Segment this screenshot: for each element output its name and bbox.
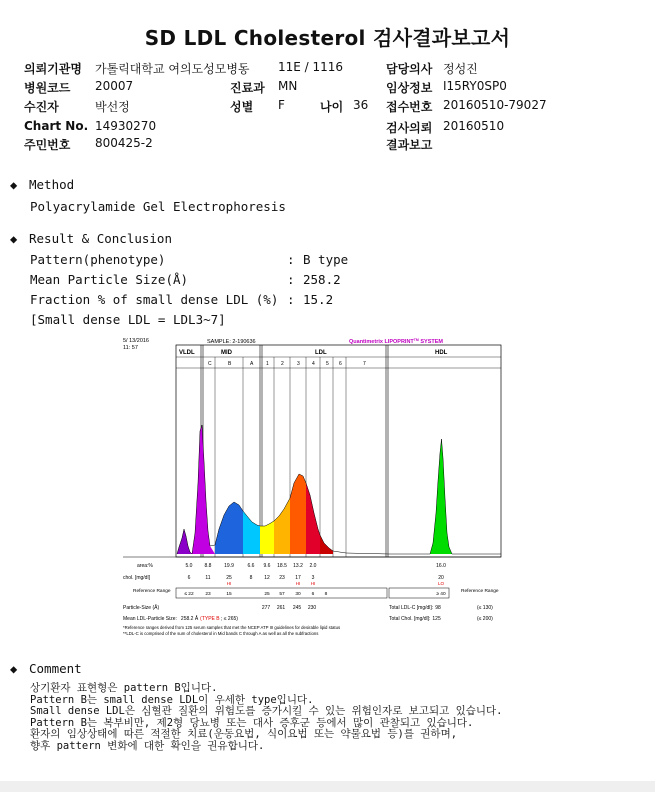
band-label-hdl: HDL: [435, 350, 448, 356]
result-label-fraction: Fraction % of small dense LDL (%): [30, 292, 279, 307]
patient-label: 수진자: [24, 100, 59, 114]
chol-value: 25: [226, 575, 232, 581]
total-chol-line: Total Chol. [mg/dl]: 125 (≤ 200): [389, 616, 493, 622]
particle-size-value: 277: [261, 605, 271, 611]
sub-band-label: C: [208, 361, 212, 367]
flag-value: HI: [226, 581, 232, 586]
sub-band-label: 1: [266, 361, 269, 367]
comment-line: Small dense LDL은 심혈관 질환의 위험도를 증가시킬 수 있는 위험인자로 보고되고 있습니다.: [30, 705, 503, 718]
ref-value: ≥ 40: [436, 592, 446, 597]
clinical-value: I15RY0SP0: [443, 79, 507, 93]
figure-sample: SAMPLE: 2-190636: [207, 339, 256, 345]
result-value-fraction: 15.2: [303, 292, 334, 307]
page-footer-band: [0, 781, 655, 792]
band-label-mid: MID: [221, 350, 232, 356]
diamond-bullet-icon: ◆: [10, 178, 18, 192]
sub-band-label: 3: [297, 361, 300, 367]
receipt-value: 20160510-79027: [443, 98, 547, 112]
clinical-label: 임상정보: [386, 81, 433, 95]
sub-band-label: 4: [312, 361, 315, 367]
area-value: 13.2: [293, 563, 303, 569]
lipoprint-electrophoresis-figure: [119, 333, 505, 643]
figure-time: 11: 57: [123, 345, 138, 351]
doctor-value: 정성진: [443, 62, 478, 76]
ref-value: 30: [295, 592, 301, 597]
chol-value: 8: [249, 575, 253, 581]
room-value: 11E / 1116: [278, 60, 344, 74]
band-label-vldl: VLDL: [179, 350, 195, 356]
comment-heading-text: Comment: [29, 661, 82, 676]
ref-value: 15: [226, 592, 232, 597]
result-colon: :: [287, 292, 295, 307]
resident-no-value: 800425-2: [95, 136, 153, 150]
particle-size-value: 245: [292, 605, 302, 611]
chart-no-value: 14930270: [95, 119, 157, 133]
ref-value: 8: [324, 592, 328, 597]
ref-value: 25: [264, 592, 270, 597]
age-value: 36: [353, 98, 369, 112]
particle-size-value: 230: [307, 605, 317, 611]
ref-value: 6: [311, 592, 315, 597]
footnote-2: **LDL-C is comprised of the sum of cholesterol in Mid bands C through A as well as all the subfractions: [123, 631, 319, 636]
particle-size-label: Particle-Size (Å): [123, 605, 160, 611]
comment-line: 환자의 임상상태에 따른 적절한 치료(운동요법, 식이요법 또는 약물요법 등)를 권하며,: [30, 728, 458, 741]
report-date-label: 결과보고: [386, 138, 433, 152]
result-colon: :: [287, 252, 295, 267]
result-heading: [10, 231, 172, 246]
chol-row-label: chol. [mg/dl]: [123, 575, 150, 581]
chol-value: 12: [264, 575, 270, 581]
band-label-ldl: LDL: [315, 350, 327, 356]
ref-right-label: Reference Range: [461, 589, 499, 594]
institution-value: 가톨릭대학교 여의도성모병동: [95, 62, 250, 76]
chart-no-label: Chart No.: [24, 119, 89, 133]
area-value: 6.6: [247, 563, 255, 569]
sub-band-label: A: [250, 361, 254, 367]
area-value: 18.5: [277, 563, 287, 569]
area-value: 5.0: [185, 563, 193, 569]
flag-value: HI: [310, 581, 316, 586]
sub-band-label: 2: [281, 361, 284, 367]
doctor-label: 담당의사: [386, 62, 433, 76]
sex-label: 성별: [230, 100, 254, 114]
patient-value: 박선정: [95, 100, 130, 114]
age-label: 나이: [320, 100, 344, 114]
ref-row-label-1: Reference Range: [133, 589, 171, 594]
flag-value: LO: [437, 581, 445, 586]
figure-brand: Quantimetrix LIPOPRINT™ SYSTEM: [349, 338, 444, 345]
area-value: 16.0: [436, 563, 446, 569]
sub-band-label: 5: [326, 361, 329, 367]
sub-band-label: 7: [363, 361, 366, 367]
figure-date: 5/ 13/2016: [123, 338, 149, 344]
receipt-label: 접수번호: [386, 100, 433, 114]
result-value-particle-size: 258.2: [303, 272, 341, 287]
resident-no-label: 주민번호: [24, 138, 71, 152]
result-value-pattern: B type: [303, 252, 349, 267]
institution-label: 의뢰기관명: [24, 62, 82, 76]
chol-value: 11: [205, 575, 211, 581]
comment-line: Pattern B는 복부비만, 제2형 당뇨병 또는 대사 증후군 등에서 많이 관찰되고 있습니다.: [30, 716, 474, 729]
method-heading: [10, 177, 74, 192]
dept-value: MN: [278, 79, 298, 93]
chol-value: 17: [295, 575, 301, 581]
sex-value: F: [278, 98, 285, 112]
result-label-pattern: Pattern(phenotype): [30, 252, 166, 267]
sub-band-label: B: [228, 361, 232, 367]
total-ldl-line: Total LDL-C [mg/dl]: 98 (≤ 130): [389, 605, 493, 611]
report-title: SD LDL Cholesterol 검사결과보고서: [144, 26, 511, 50]
ref-value: 57: [279, 592, 285, 597]
comment-line: Pattern B는 small dense LDL이 우세한 type입니다.: [30, 693, 314, 706]
comment-line: 향후 pattern 변화에 대한 확인을 권유합니다.: [30, 739, 265, 752]
area-value: 19.9: [224, 563, 234, 569]
chol-value: 3: [311, 575, 315, 581]
dept-label: 진료과: [230, 81, 265, 95]
flag-value: HI: [295, 581, 301, 586]
comment-body: [30, 683, 502, 753]
area-row-label: area:%: [137, 563, 153, 569]
result-note: [Small dense LDL = LDL3~7]: [30, 312, 226, 327]
hospital-code-label: 병원코드: [24, 81, 71, 95]
comment-heading: [10, 661, 82, 676]
result-label-particle-size: Mean Particle Size(Å): [30, 272, 189, 287]
chol-value: 6: [187, 575, 191, 581]
method-heading-text: Method: [29, 177, 75, 192]
result-colon: :: [287, 272, 295, 287]
chol-value: 23: [279, 575, 285, 581]
area-value: 8.8: [204, 563, 212, 569]
chol-value: 20: [438, 575, 444, 581]
ref-value: 23: [205, 592, 211, 597]
ref-value: ≤ 22: [184, 592, 194, 597]
comment-line: 상기환자 표현형은 pattern B입니다.: [30, 682, 218, 694]
area-value: 9.6: [263, 563, 271, 569]
request-date-value: 20160510: [443, 119, 505, 133]
diamond-bullet-icon: ◆: [10, 662, 18, 676]
particle-size-value: 261: [276, 605, 286, 611]
diamond-bullet-icon: ◆: [10, 232, 18, 246]
mean-size-line: Mean LDL-Particle Size: 258.2 Å (TYPE B ; ≤ 265): [123, 616, 238, 622]
sub-band-label: 6: [339, 361, 342, 367]
result-heading-text: Result & Conclusion: [29, 231, 172, 246]
area-value: 2.0: [309, 563, 317, 569]
footnote-1: *Reference ranges derived from 125 serum samples that met the NCEP ATP III guidelines for desirable lipid status: [123, 625, 341, 630]
hospital-code-value: 20007: [95, 79, 134, 93]
request-date-label: 검사의뢰: [386, 121, 433, 135]
method-text: Polyacrylamide Gel Electrophoresis: [30, 199, 286, 214]
